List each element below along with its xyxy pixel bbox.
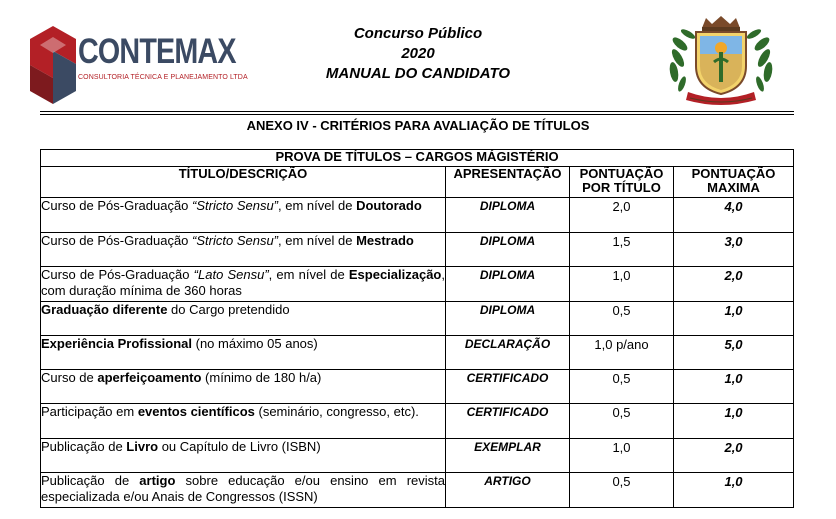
row-points: 1,5 (570, 233, 674, 267)
desc-text: Curso de Pós-Graduação (41, 267, 194, 282)
desc-text: Curso de Pós-Graduação (41, 233, 193, 248)
desc-text: Participação em (41, 404, 138, 419)
row-points: 0,5 (570, 370, 674, 404)
desc-text: Publicação de (41, 439, 127, 454)
municipal-coat-of-arms-icon (664, 14, 778, 106)
row-points: 0,5 (570, 302, 674, 336)
column-header-points-line-1: PONTUAÇÃO (579, 166, 664, 181)
column-header-points-per-title (570, 167, 674, 198)
column-header-max-points (674, 167, 794, 198)
row-max-points: 1,0 (674, 473, 794, 508)
table-row (41, 336, 794, 370)
desc-italic: “Stricto Sensu” (192, 233, 279, 248)
row-presentation: EXEMPLAR (446, 439, 570, 473)
title-line-1: Concurso Público (353, 25, 483, 42)
row-description (41, 439, 446, 473)
row-presentation: DECLARAÇÃO (446, 336, 570, 370)
document-title (290, 24, 546, 84)
row-presentation: DIPLOMA (446, 198, 570, 233)
row-max-points: 2,0 (674, 267, 794, 302)
row-max-points: 1,0 (674, 302, 794, 336)
row-points: 1,0 (570, 439, 674, 473)
desc-bold: Livro (126, 439, 159, 454)
contemax-logo (30, 26, 248, 106)
row-points: 0,5 (570, 404, 674, 439)
table-row (41, 370, 794, 404)
row-max-points: 4,0 (674, 198, 794, 233)
desc-bold: artigo (139, 473, 176, 488)
table-row (41, 439, 794, 473)
table-caption: PROVA DE TÍTULOS – CARGOS MÁGISTÉRIO (41, 150, 794, 167)
desc-text: (seminário, congresso, etc). (254, 404, 419, 419)
row-max-points: 5,0 (674, 336, 794, 370)
desc-text: (no máximo 05 anos) (192, 336, 318, 351)
row-description (41, 370, 446, 404)
row-max-points: 1,0 (674, 370, 794, 404)
row-max-points: 1,0 (674, 404, 794, 439)
column-header-description: TÍTULO/DESCRIÇÃO (41, 167, 446, 198)
desc-text: , em nível de (268, 267, 349, 282)
header-divider-bottom (40, 114, 794, 115)
row-presentation: DIPLOMA (446, 302, 570, 336)
table-row (41, 473, 794, 508)
row-points: 1,0 (570, 267, 674, 302)
desc-bold: aperfeiçoamento (97, 370, 202, 385)
row-description (41, 336, 446, 370)
row-max-points: 3,0 (674, 233, 794, 267)
logo-subtitle: CONSULTORIA TÉCNICA E PLANEJAMENTO LTDA (78, 74, 248, 81)
desc-bold: eventos científicos (137, 404, 255, 419)
desc-bold: Graduação diferente (41, 302, 168, 317)
title-line-3: MANUAL DO CANDIDATO (325, 65, 511, 82)
desc-text: Publicação de (41, 473, 140, 488)
desc-bold: Especialização (348, 267, 442, 282)
desc-text: , com duração mínima de 360 horas (41, 267, 445, 298)
row-max-points: 2,0 (674, 439, 794, 473)
row-description (41, 404, 446, 439)
row-presentation: ARTIGO (446, 473, 570, 508)
contemax-logo-mark-icon (30, 26, 76, 104)
column-header-presentation: APRESENTAÇÃO (446, 167, 570, 198)
title-line-2: 2020 (401, 45, 435, 62)
desc-bold: Mestrado (356, 233, 414, 248)
desc-text: , em nível de (278, 198, 357, 213)
row-points: 0,5 (570, 473, 674, 508)
desc-text: sobre educação e/ou ensino em revista especializada e/ou Anais de Congressos (ISSN) (41, 473, 445, 504)
header-divider-top (40, 111, 794, 112)
table-row (41, 198, 794, 233)
row-points: 1,0 p/ano (570, 336, 674, 370)
desc-text: , em nível de (278, 233, 357, 248)
column-header-max-line-1: PONTUAÇÃO (691, 166, 776, 181)
row-description (41, 233, 446, 267)
column-header-points-line-2: POR TÍTULO (582, 180, 661, 195)
table-row (41, 267, 794, 302)
table-row (41, 302, 794, 336)
desc-text: ou Capítulo de Livro (ISBN) (158, 439, 321, 454)
desc-bold: Experiência Profissional (41, 336, 193, 351)
row-presentation: CERTIFICADO (446, 404, 570, 439)
row-presentation: DIPLOMA (446, 233, 570, 267)
column-header-max-line-2: MAXIMA (707, 180, 760, 195)
titles-evaluation-table (40, 149, 794, 508)
table-row (41, 404, 794, 439)
desc-italic: “Lato Sensu” (193, 267, 269, 282)
desc-text: (mínimo de 180 h/a) (201, 370, 322, 385)
row-description (41, 302, 446, 336)
row-description (41, 198, 446, 233)
row-presentation: DIPLOMA (446, 267, 570, 302)
row-points: 2,0 (570, 198, 674, 233)
annex-title: ANEXO IV - CRITÉRIOS PARA AVALIAÇÃO DE TÍTULOS (246, 118, 590, 133)
desc-text: Curso de Pós-Graduação (41, 198, 193, 213)
table-row (41, 233, 794, 267)
row-description (41, 267, 446, 302)
desc-text: Curso de (41, 370, 98, 385)
row-presentation: CERTIFICADO (446, 370, 570, 404)
desc-text: do Cargo pretendido (167, 302, 290, 317)
desc-italic: “Stricto Sensu” (192, 198, 279, 213)
desc-bold: Doutorado (356, 198, 422, 213)
row-description (41, 473, 446, 508)
logo-name: CONTEMAX (78, 32, 236, 71)
